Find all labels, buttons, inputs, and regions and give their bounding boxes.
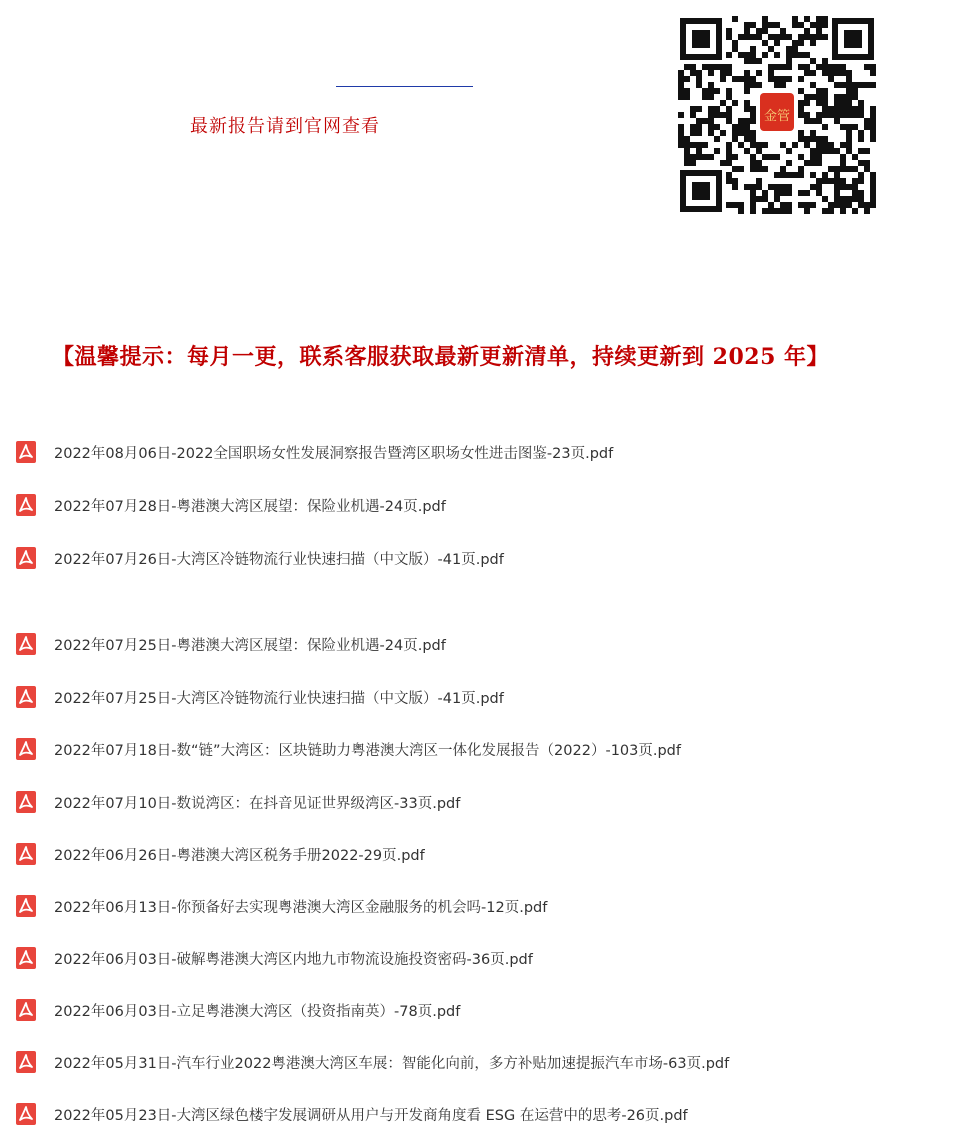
file-name[interactable]: 2022年06月13日-你预备好去实现粤港澳大湾区金融服务的机会吗-12页.pdf [54,899,548,916]
file-row[interactable] [16,789,460,815]
pdf-icon [16,686,36,708]
pdf-icon [16,633,36,655]
pdf-icon [16,441,36,463]
file-name[interactable]: 2022年07月26日-大湾区冷链物流行业快速扫描（中文版）-41页.pdf [54,551,504,568]
file-row[interactable] [16,1049,729,1075]
file-row[interactable] [16,492,446,518]
pdf-icon [16,1103,36,1125]
header-rule [336,86,473,87]
file-name[interactable]: 2022年06月03日-立足粤港澳大湾区（投资指南英）-78页.pdf [54,1003,461,1020]
file-name[interactable]: 2022年07月10日-数说湾区：在抖音见证世界级湾区-33页.pdf [54,795,461,812]
file-row[interactable] [16,439,613,465]
file-row[interactable] [16,997,460,1023]
file-row[interactable] [16,631,446,657]
file-name[interactable]: 2022年06月03日-破解粤港澳大湾区内地九市物流设施投资密码-36页.pdf [54,951,533,968]
pdf-icon [16,947,36,969]
file-name[interactable]: 2022年07月28日-粤港澳大湾区展望：保险业机遇-24页.pdf [54,498,446,515]
pdf-icon [16,494,36,516]
pdf-icon [16,791,36,813]
file-name[interactable]: 2022年06月26日-粤港澳大湾区税务手册2022-29页.pdf [54,847,425,864]
notice-banner: 【温馨提示：每月一更，联系客服获取最新更新清单，持续更新到 2025 年】 [52,344,830,370]
file-row[interactable] [16,684,504,710]
file-name[interactable]: 2022年05月31日-汽车行业2022粤港澳大湾区车展：智能化向前，多方补贴加速提振汽车市场-63页.pdf [54,1055,730,1072]
pdf-icon [16,843,36,865]
file-name[interactable]: 2022年07月25日-粤港澳大湾区展望：保险业机遇-24页.pdf [54,637,446,654]
pdf-icon [16,738,36,760]
file-row[interactable] [16,736,681,762]
pdf-icon [16,547,36,569]
file-row[interactable] [16,545,504,571]
site-note[interactable]: 最新报告请到官网查看 [190,116,380,137]
file-row[interactable] [16,893,547,919]
pdf-icon [16,999,36,1021]
file-name[interactable]: 2022年07月25日-大湾区冷链物流行业快速扫描（中文版）-41页.pdf [54,690,504,707]
pdf-icon [16,1051,36,1073]
pdf-icon [16,895,36,917]
file-name[interactable]: 2022年05月23日-大湾区绿色楼宇发展调研从用户与开发商角度看 ESG 在运营中的思考-26页.pdf [54,1107,688,1124]
qr-logo-text: 金管 [763,109,791,124]
file-row[interactable] [16,945,533,971]
file-row[interactable] [16,841,425,867]
qr-code [678,16,876,214]
file-name[interactable]: 2022年08月06日-2022全国职场女性发展洞察报告暨湾区职场女性进击图鉴-23页.pdf [54,445,614,462]
file-row[interactable] [16,1101,688,1127]
file-name[interactable]: 2022年07月18日-数“链”大湾区：区块链助力粤港澳大湾区一体化发展报告（2022）-103页.pdf [54,742,681,759]
